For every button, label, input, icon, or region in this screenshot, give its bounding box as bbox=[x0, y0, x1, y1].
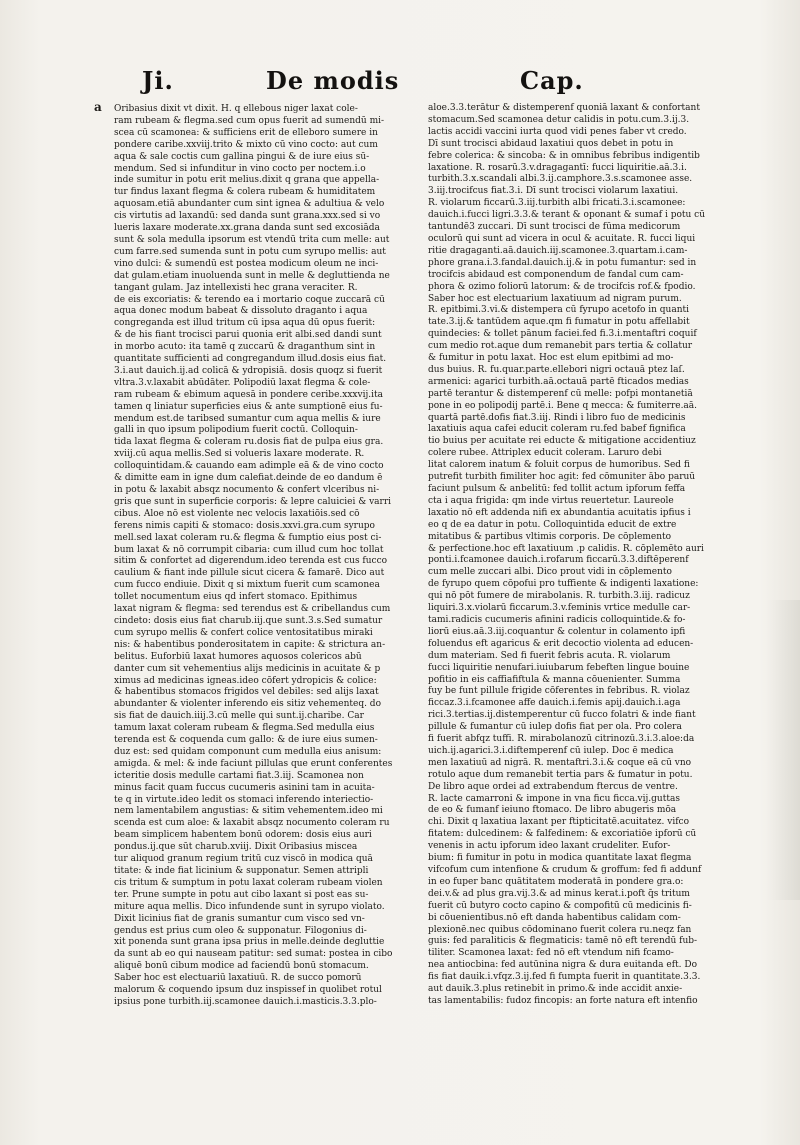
text-line: in morbo acuto: ita tamē q zuccarū & draganthum sint in bbox=[114, 342, 376, 353]
text-line: & de his fiant trocisci parui quonia erit albi.sed dandi sunt bbox=[114, 330, 382, 341]
text-line: vino dulci: & sumendū est postea modicum oleum ne inci- bbox=[114, 258, 379, 269]
text-line: uich.ij.agarici.3.i.diftemperenf cū iulep. Doc ē medica bbox=[428, 745, 674, 756]
text-line: tur findus laxant flegma & colera rubeam & humiditatem bbox=[114, 187, 376, 198]
text-line: aqua & sale coctis cum gallina pingui & de iure eius sū- bbox=[114, 151, 370, 162]
text-line: cibus. Aloe nō est violente nec velocis laxatiōis.sed cō bbox=[114, 508, 360, 519]
text-line: tiliter. Scamonea laxat: fed nō eft vtendum nifi fcamo- bbox=[428, 948, 674, 959]
text-line: dus buius. R. fu.quar.parte.ellebori nigri octauā ptez laſ. bbox=[428, 364, 685, 375]
text-line: te q in virtute.ideo ledit os stomaci inferendo interiectio- bbox=[114, 794, 374, 805]
header-chapter: Cap. bbox=[520, 66, 584, 95]
text-line: tio buius per acuitate rei educte & mitigatione accidentiuz bbox=[428, 436, 696, 447]
text-line: minus facit quam fuccus cucumeris asinini tam in acuita- bbox=[114, 782, 375, 793]
text-line: tami.radicis cucumeris afinini radicis colloquintide.& fo- bbox=[428, 614, 686, 625]
text-line: ipsius pone turbith.iij.scamonee dauich.i.masticis.3.3.plo- bbox=[114, 996, 377, 1007]
text-line: bi cōuenientibus.nō eft danda habentibus calidam com- bbox=[428, 912, 681, 923]
text-line: quantitate sufficienti ad congregandum illud.dosis eius fiat. bbox=[114, 354, 387, 365]
text-line: tida laxat flegma & coleram ru.dosis fiat de pulpa eius gra. bbox=[114, 437, 384, 448]
text-line: fitatem: dulcedinem: & falfedinem: & excoriatiōe ipforū cū bbox=[428, 829, 697, 840]
text-line: laxat nigram & flegma: sed terendus est & cribellandus cum bbox=[114, 604, 391, 615]
text-line: faciunt pulsum & anbelitū: fed tollit actum ipforum feffa bbox=[428, 484, 686, 494]
text-line: ximus ad medicinas igneas.ideo cōfert ydropicis & colice: bbox=[114, 675, 377, 686]
text-line: cum medio rot.aque dum remanebit pars tertia & collatur bbox=[428, 341, 693, 352]
text-line: duz est: sed quidam componunt cum medulla eius anisum: bbox=[114, 746, 382, 757]
running-header bbox=[0, 66, 800, 106]
text-line: & fumitur in potu laxat. Hoc est elum epitbimi ad mo- bbox=[428, 353, 674, 364]
text-line: R. epitbimi.3.vi.& distempera cū fyrupo acetofo in quanti bbox=[428, 305, 690, 316]
text-line: pone in eo polipodij partē.i. Bene q mecca: & fumiterre.aā. bbox=[428, 400, 698, 411]
text-line: aut dauik.3.plus retinebit in primo.& inde accidit anxie- bbox=[428, 984, 683, 995]
text-line: 3.i.aut dauich.ij.ad colicā & ydropisiā. dosis quoqz si fuerit bbox=[114, 365, 383, 376]
text-line: phora & ozimo foliorū latorum: & de trocifcis rof.& fpodio. bbox=[428, 281, 696, 292]
text-line: 3.iij.trocifcus fiat.3.i. Dī sunt trocisci violarum laxatiui. bbox=[428, 186, 679, 197]
text-line: dat gulam.etiam inuoluenda sunt in melle & degluttienda ne bbox=[114, 270, 390, 281]
text-line: dum materiam. Sed fi fuerit febris acuta. R. violarum bbox=[428, 650, 671, 661]
text-line: laxatione. R. rosarū.3.v.dragagantī: fucci liquiritie.aā.3.i. bbox=[428, 162, 687, 173]
right-text-column bbox=[428, 103, 705, 1006]
text-line: da sunt ab eo qui nauseam patitur: sed sumat: postea in cibo bbox=[114, 949, 393, 960]
text-line: malorum & coquendo ipsum duz inspissef in quolibet rotul bbox=[114, 985, 382, 996]
text-line: laxatio nō eft addenda nifi ex abundantia acuitatis ipfius i bbox=[428, 507, 691, 518]
text-line: plexionē.nec quibus cōdominano fuerit colera ru.neqz fan bbox=[428, 924, 692, 935]
text-line: tollet nocumentum eius qd infert stomaco. Epithimus bbox=[114, 592, 358, 603]
text-line: mitatibus & partibus vltimis corporis. De cōplemento bbox=[428, 531, 672, 542]
text-line: nis: & habentibus ponderositatem in capite: & strictura an- bbox=[114, 639, 386, 650]
text-line: amigda. & mel: & inde faciunt pillulas que erunt conferentes bbox=[114, 758, 393, 769]
text-line: dauich.i.fucci ligri.3.3.& terant & oponant & sumaf i potu cū bbox=[428, 210, 705, 221]
text-line: aliquē bonū cibum modice ad faciendū bonū stomacum. bbox=[114, 961, 369, 972]
text-line: terenda est & coquenda cum gallo: & de iure eius sumen- bbox=[114, 735, 378, 746]
text-line: gris que sunt in superficie corporis: & lepre caluiciei & varri bbox=[114, 496, 392, 507]
text-line: de eo & fumanf ieiuno ftomaco. De libro abugeris mōa bbox=[428, 805, 677, 816]
text-line: in potu & laxabit absqz nocumento & confert vlceribus ni- bbox=[114, 485, 380, 495]
text-line: titate: & inde fiat licinium & supponatur. Semen attripli bbox=[114, 866, 369, 876]
text-line: De libro aque ordei ad extrabendum ftercus de ventre. bbox=[428, 781, 678, 792]
text-line: xviij.cū aqua mellis.Sed si volueris laxare moderate. R. bbox=[114, 449, 365, 460]
text-line: tur aliquod granum regium tritū cuz viscō in modica quā bbox=[114, 854, 373, 865]
text-line: belitus. Euforbiū laxat humores aquosos colericos abū bbox=[114, 651, 362, 662]
text-line: nem lamentabilem angustias: & sitim vehementem.ideo mi bbox=[114, 806, 383, 817]
text-line: tantundē3 zuccari. Dī sunt trocisci de fūma medicorum bbox=[428, 222, 681, 233]
text-line: & habentibus stomacos frigidos vel debiles: sed alijs laxat bbox=[114, 687, 379, 698]
text-line: armenici: agarici turbith.aā.octauā partē fticados medias bbox=[428, 376, 689, 387]
text-line: pondus.ij.que sūt charub.xviij. Dixit Oribasius miscea bbox=[114, 842, 358, 853]
text-line: mendum est.de taribsed sumantur cum aqua mellis & iure bbox=[114, 413, 381, 424]
text-line: aqua donec modum babeat & dissoluto draganto i aqua bbox=[114, 306, 368, 317]
text-line: & perfectione.hoc eft laxatiuum .p calidis. R. cōplemēto auri bbox=[428, 543, 704, 554]
text-line: quartā partē.dofis fiat.3.iij. Rindi i libro fuo de medicinis bbox=[428, 412, 686, 423]
text-line: eo q de ea datur in potu. Colloquintida educit de extre bbox=[428, 519, 677, 530]
text-line: cum melle zuccari albi. Dico prout vidi in cōplemento bbox=[428, 567, 672, 578]
text-line: ponti.i.fcamonee dauich.i.rofarum ficcarū.3.3.diftēperenf bbox=[428, 555, 689, 566]
text-line: de eis excoriatis: & terendo ea i mortario coque zuccarā cū bbox=[114, 294, 385, 305]
text-line: lactis accidi vaccini iurta quod vidi penes faber vt credo. bbox=[428, 126, 687, 137]
text-line: colloquintidam.& cauando eam adimple eā & de vino cocto bbox=[114, 461, 384, 472]
text-line: mendum. Sed si infunditur in vino cocto per noctem.i.o bbox=[114, 163, 366, 174]
text-line: miture aqua mellis. Dico infundende sunt in syrupo violato. bbox=[114, 901, 385, 912]
page-edge-shadow bbox=[766, 600, 800, 900]
text-line: mell.sed laxat coleram ru.& flegma & fumptio eius post ci- bbox=[114, 532, 382, 543]
text-line: xit ponenda sunt grana ipsa prius in melle.deinde degluttie bbox=[114, 937, 385, 948]
text-line: putrefit turbith fimiliter hoc agit: fed cōmuniter ābo paruū bbox=[428, 472, 696, 483]
text-line: icteritie dosis medulle cartami fiat.3.iij. Scamonea non bbox=[114, 770, 364, 781]
text-line: liquiri.3.x.violarū ficcarum.3.v.feminis vrtice medulle car- bbox=[428, 603, 691, 614]
text-line: lueris laxare moderate.xx.grana danda sunt sed excosiāda bbox=[114, 223, 380, 234]
header-title: De modis bbox=[266, 66, 400, 95]
text-line: bium: fi fumitur in potu in modica quantitate laxat flegma bbox=[428, 853, 692, 864]
text-line: sitim & confortet ad digerendum.ideo terenda est cus fucco bbox=[114, 556, 388, 567]
text-line: scenda est cum aloe: & laxabit absqz nocumento coleram ru bbox=[114, 818, 390, 829]
text-line: Saber hoc est electuariū laxatiuū. R. de succo pomorū bbox=[114, 973, 362, 984]
text-line: congreganda est illud tritum cū ipsa aqua dū opus fuerit: bbox=[114, 318, 376, 329]
marginal-letter: a bbox=[94, 100, 102, 114]
text-line: fuerit cū butyro cocto capino & compofitū cū medicinis fi- bbox=[428, 900, 692, 911]
text-line: fuy be funt pillule frigide cōferentes in febribus. R. violaz bbox=[428, 686, 690, 697]
text-line: cis virtutis ad laxandū: sed danda sunt grana.xxx.sed si vo bbox=[114, 211, 381, 222]
text-line: scea cū scamonea: & sufficiens erit de elleboro sumere in bbox=[114, 127, 378, 138]
text-line: ram rubeam & flegma.sed cum opus fuerit ad sumendū mi- bbox=[114, 115, 385, 126]
text-line: rotulo aque dum remanebit tertia pars & fumatur in potu. bbox=[428, 769, 693, 780]
text-line: sunt & sola medulla ipsorum est vtendū trita cum melle: aut bbox=[114, 234, 390, 245]
text-line: phore grana.i.3.fandal.dauich.ij.& in potu fumantur: sed in bbox=[428, 257, 697, 268]
left-text-column bbox=[114, 104, 393, 1007]
text-line: fucci liquiritie nenufari.iuiubarum febeften lingue bouine bbox=[428, 662, 690, 673]
text-line: pondere caribe.xxviij.trito & mixto cū vino cocto: aut cum bbox=[114, 139, 378, 150]
text-line: rici.3.tertias.ij.distemperentur cū fucco folatri & inde fiant bbox=[428, 710, 696, 721]
text-line: Dixit licinius fiat de granis sumantur cum visco sed vn- bbox=[114, 913, 365, 924]
text-line: guis: fed paraliticis & flegmaticis: tamē nō eft terendū fub- bbox=[428, 936, 698, 947]
text-line: Dī sunt trocisci abidaud laxatiui quos debet in potu in bbox=[428, 138, 674, 149]
text-line: abundanter & violenter inferendo eis sitiz vehementeq. do bbox=[114, 699, 381, 710]
text-line: tamum laxat coleram rubeam & flegma.Sed medulla eius bbox=[114, 723, 375, 734]
text-line: aloe.3.3.terātur & distemperenf quoniā laxant & confortant bbox=[428, 103, 700, 113]
text-line: fis fiat dauik.i.vfqz.3.ij.fed fi fumpta fuerit in quantitate.3.3. bbox=[428, 972, 701, 983]
text-line: cis tritum & sumptum in potu laxat coleram rubeam violen bbox=[114, 877, 383, 888]
text-line: ter. Prune sumpte in potu aut cibo laxant si post eas su- bbox=[114, 889, 369, 900]
text-line: Oribasius dixit vt dixit. H. q ellebous niger laxat cole- bbox=[114, 104, 358, 114]
text-line: nea antiocbina: fed autūnina nigra & dura euitanda eft. Do bbox=[428, 960, 698, 971]
text-line: cta i aqua frigida: qm inde virtus reuertetur. Laureole bbox=[428, 495, 674, 506]
text-line: danter cum sit vehementius alijs medicinis in acuitate & p bbox=[114, 663, 381, 674]
text-line: fi fuerit abfqz tuffi. R. mirabolanozū citrinozū.3.i.3.aloe:da bbox=[428, 734, 695, 745]
text-line: qui nō pōt fumere de mirabolanis. R. turbith.3.iij. radicuz bbox=[428, 591, 690, 602]
text-line: vltra.3.v.laxabit abūdāter. Polipodiū laxat flegma & cole- bbox=[114, 377, 371, 388]
text-line: inde sumitur in potu erit melius.dixit q grana que appella- bbox=[114, 175, 380, 186]
text-line: cum syrupo mellis & confert colice ventositatibus miraki bbox=[114, 627, 373, 638]
text-line: ram rubeam & ebimum aquesā in pondere ceribe.xxxvij.ita bbox=[114, 389, 383, 400]
text-line: cum fucco endiuie. Dixit q si mixtum fuerit cum scamonea bbox=[114, 580, 380, 591]
text-line: pofitio in eis caffiafiftula & manna cōuenienter. Summa bbox=[428, 674, 681, 685]
text-line: de fyrupo quem cōpofui pro tuffiente & indigenti laxatione: bbox=[428, 579, 699, 590]
text-line: caulium & fiant inde pillule sicut cicera & famarē. Dico aut bbox=[114, 568, 385, 579]
text-line: trocifcis abidaud est componendum de fandal cum cam- bbox=[428, 269, 684, 280]
text-line: cindeto: dosis eius fiat charub.iij.que sunt.3.s.Sed sumatur bbox=[114, 615, 383, 626]
text-line: cum farre.sed sumenda sunt in potu cum syrupo mellis: aut bbox=[114, 246, 386, 257]
text-line: aquosam.etiā abundanter cum sint ignea & adultiua & velo bbox=[114, 199, 385, 210]
text-line: tas lamentabilis: fudoz fincopis: an forte natura eft intenfio bbox=[428, 995, 698, 1006]
text-line: quindecies: & tollet pānum faciei.fed fi.3.i.mentaftri coquif bbox=[428, 329, 697, 340]
text-line: R. violarum ficcarū.3.iij.turbith albi fricati.3.i.scamonee: bbox=[428, 198, 686, 209]
text-line: & dimitte eam in igne dum calefiat.deinde de eo dandum ē bbox=[114, 473, 383, 484]
text-line: ferens nimis capiti & stomaco: dosis.xxvi.gra.cum syrupo bbox=[114, 520, 375, 531]
text-line: pillule & fumantur cū iulep dofis fiat per ola. Pro colera bbox=[428, 722, 682, 733]
text-line: beam simplicem habentem bonū odorem: dosis eius auri bbox=[114, 830, 372, 841]
text-line: foluendus eft agaricus & erit decoctio violenta ad educen- bbox=[428, 638, 694, 649]
text-line: liorū eius.aā.3.iij.coquantur & colentur in colamento ipfi bbox=[428, 626, 686, 637]
text-line: stomacum.Sed scamonea detur calidis in potu.cum.3.ij.3. bbox=[428, 114, 690, 125]
text-line: partē terantur & distemperenf cū melle: pofpi montanetiā bbox=[428, 388, 693, 399]
text-line: Saber hoc est electuarium laxatiuum ad nigram purum. bbox=[428, 293, 682, 304]
header-book-number: Ji. bbox=[142, 66, 174, 95]
text-line: tamen q liniatur superficies eius & ante sumptionē eius fu- bbox=[114, 401, 383, 412]
text-line: galli in quo ipsum polipodium fuerit coctū. Colloquin- bbox=[114, 425, 358, 436]
text-line: chi. Dixit q laxatiua laxant per ftipticitatē.acuitatez. vifco bbox=[428, 817, 690, 828]
text-line: sis fiat de dauich.iiij.3.cū melle qui sunt.ij.charibe. Car bbox=[114, 711, 364, 722]
text-line: ritie dragaganti.aā.dauich.iij.scamonee.3.quartam.i.cam- bbox=[428, 245, 688, 256]
text-line: turbith.3.x.scandali albi.3.ij.camphore.3.s.scamonee asse. bbox=[428, 174, 693, 185]
text-line: tangant gulam. Jaz intellexisti hec grana veraciter. R. bbox=[114, 282, 358, 293]
text-line: in eo fuper banc quātitatem moderatā in pondere gra.o: bbox=[428, 876, 684, 887]
text-line: litat calorem inatum & foluit corpus de humoribus. Sed fi bbox=[428, 460, 690, 471]
text-line: R. lacte camarroni & impone in vna ficu ficca.vij.guttas bbox=[428, 793, 680, 804]
text-line: men laxatiuū ad nigrā. R. mentaftri.3.i.& coque eā cū vno bbox=[428, 757, 692, 768]
text-line: colere rubee. Attriplex educit coleram. Laruro debi bbox=[428, 448, 662, 459]
text-line: laxatiuis aqua cafei educit coleram ru.fed babef fignifica bbox=[428, 424, 686, 435]
text-line: ficcaz.3.i.fcamonee affe dauich.i.femis apij.dauich.i.aga bbox=[428, 698, 681, 709]
text-line: oculorū qui sunt ad vicera in ocul & acuitate. R. fucci liqui bbox=[428, 233, 696, 244]
text-line: dei.v.& ad plus gra.vij.3.& ad minus kerat.i.poft q̄s tritum bbox=[428, 888, 690, 899]
text-line: febre colerica: & sincoba: & in omnibus febribus indigentib bbox=[428, 150, 700, 161]
text-line: vifcofum cum intenfione & crudum & groffum: fed fi addunf bbox=[428, 865, 702, 875]
text-line: venenis in actu ipforum ideo laxant crudeliter. Eufor- bbox=[428, 841, 671, 852]
text-line: tate.3.ij.& tantūdem aque.qm fi fumatur in potu affellabit bbox=[428, 317, 690, 328]
text-line: bum laxat & nō corrumpit cibaria: cum illud cum hoc tollat bbox=[114, 544, 384, 555]
text-line: gendus est prius cum oleo & supponatur. Filogonius di- bbox=[114, 925, 367, 936]
